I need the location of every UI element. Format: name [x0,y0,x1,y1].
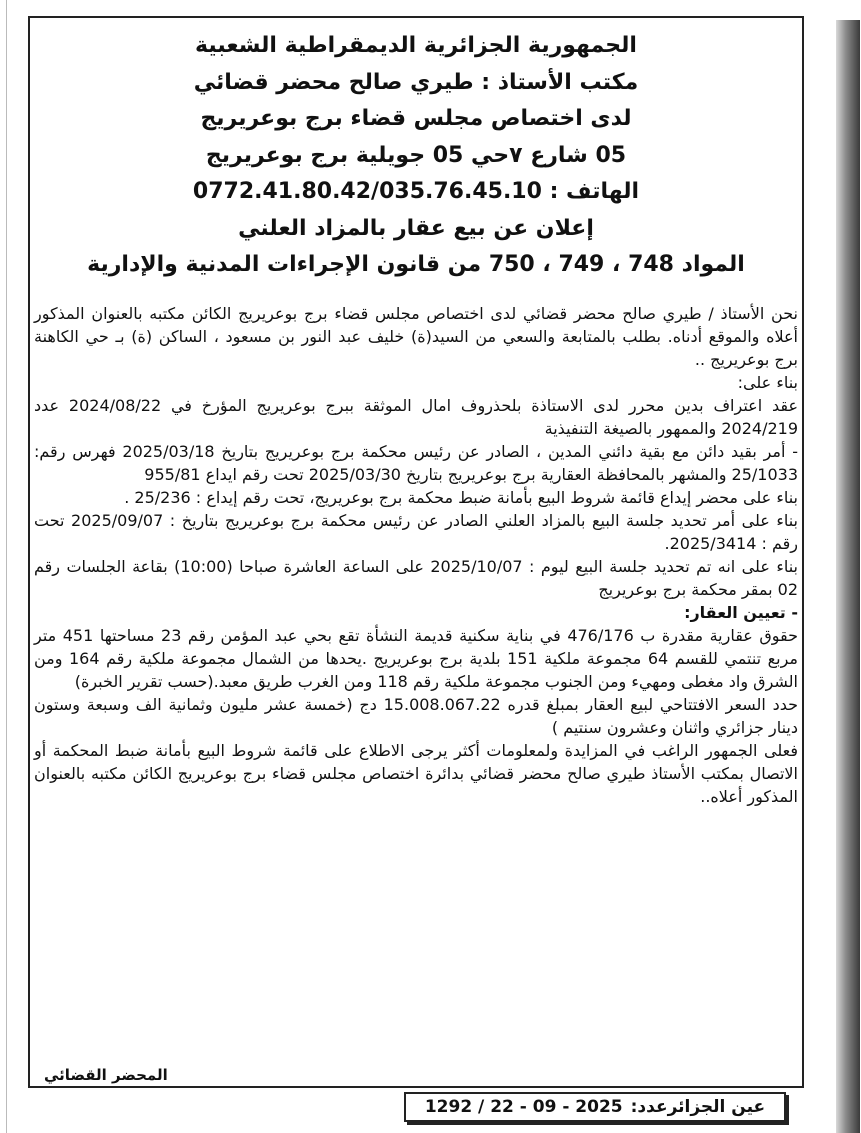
header-line-articles: المواد 748 ، 749 ، 750 من قانون الإجراءات المدنية والإدارية [87,252,745,277]
paragraph-opening-price: حدد السعر الافتتاحي لبيع العقار بمبلغ قدره 15.008.067.22 دج (خمسة عشر مليون وثمانية الف وسبعة وستون دينار جزائري واثنان وعشرون سنتيم ) [34,695,799,737]
publication-number: 1292 / 22 - 09 - 2025 [424,1097,623,1117]
newspaper-fold-shadow [836,20,860,1133]
header-line-address: 05 شارع ٧حي 05 جويلية برج بوعريريج [205,142,627,168]
header-line-office: مكتب الأستاذ : طيري صالح محضر قضائي [193,69,639,95]
publication-label: عين الجزائرعدد: [630,1097,766,1117]
paragraph-property-heading: - تعيين العقار: [684,603,798,622]
paragraph-creditor-order: - أمر بقيد دائن مع بقية دائني المدين ، الصادر عن رئيس محكمة برج بوعريريج بتاريخ 2025/03/18 فهرس رقم: 25/1033 والمشهر بالمحافظة العقارية برج بوعريريج بتاريخ 2025/03/30 تحت رقم ايداع 955/81 [34,442,798,484]
paragraph-session-date: بناء على انه تم تحديد جلسة البيع ليوم : 2025/10/07 على الساعة العاشرة صباحا (10:00) بقاعة الجلسات رقم 02 بمقر محكمة برج بوعريريج [34,557,798,599]
paragraph-conditions-deposit: بناء على محضر إيداع قائمة شروط البيع بأمانة ضبط محكمة برج بوعريريج، تحت رقم إيداع : 25/236 . [124,488,798,507]
paragraph-property-description: حقوق عقارية مقدرة ب 476/176 في بناية سكنية قديمة النشأة تقع بحي عبد المؤمن رقم 23 مساحتها 451 متر مربع تنتمي للقسم 64 مجموعة ملكية 151 بلدية برج بوعريريج .يحدها من الشمال مجموعة ملكية رقم 164 ومن الشرق واد مغطى ومهيء ومن الجنوب مجموعة ملكية رقم 118 ومن الغرب طريق معبد.(حسب تقرير الخبرة) [34,626,799,691]
page-edge-line [6,0,7,1133]
paragraph-based-on: بناء على: [737,373,798,392]
header-line-jurisdiction: لدى اختصاص مجلس قضاء برج بوعريريج [200,106,632,131]
paragraph-public-notice: فعلى الجمهور الراغب في المزايدة ولمعلومات أكثر يرجى الاطلاع على قائمة شروط البيع بأمانة ضبط المحكمة أو الاتصال بمكتب الأستاذ طيري صالح محضر قضائي بدائرة اختصاص مجلس قضاء برج بوعريريج الكائن مكتبه بالعنوان المذكور أعلاه.. [34,741,798,806]
announcement-body [34,302,798,808]
publication-reference-box [404,1092,786,1122]
paragraph-debt-contract: عقد اعتراف بدين محرر لدى الاستاذة بلحذروف امال الموثقة ببرج بوعريريج المؤرخ في 2024/08/22 عدد 2024/219 والممهور بالصيغة التنفيذية [34,396,799,438]
paragraph-intro: نحن الأستاذ / طيري صالح محضر قضائي لدى اختصاص مجلس قضاء برج بوعريريج الكائن مكتبه بالعنوان المذكور أعلاه والموقع أدناه. بطلب بالمتابعة والسعي من السيد(ة) خليف عبد النور بن مسعود ، الساكن (ة) بـ حي الكاهنة برج بوعريريج .. [34,304,798,369]
header-line-republic: الجمهورية الجزائرية الديمقراطية الشعبية [195,33,637,58]
signature-bailiff: المحضر القضائي [44,1066,168,1084]
paragraph-session-order: بناء على أمر تحديد جلسة البيع بالمزاد العلني الصادر عن رئيس محكمة برج بوعريريج بتاريخ : 2025/09/07 تحت رقم : 2025/3414. [34,511,799,553]
header-line-title: إعلان عن بيع عقار بالمزاد العلني [238,215,594,241]
announcement-header [28,16,804,284]
header-line-phone: الهاتف : 0772.41.80.42/035.76.45.10 [192,179,640,204]
